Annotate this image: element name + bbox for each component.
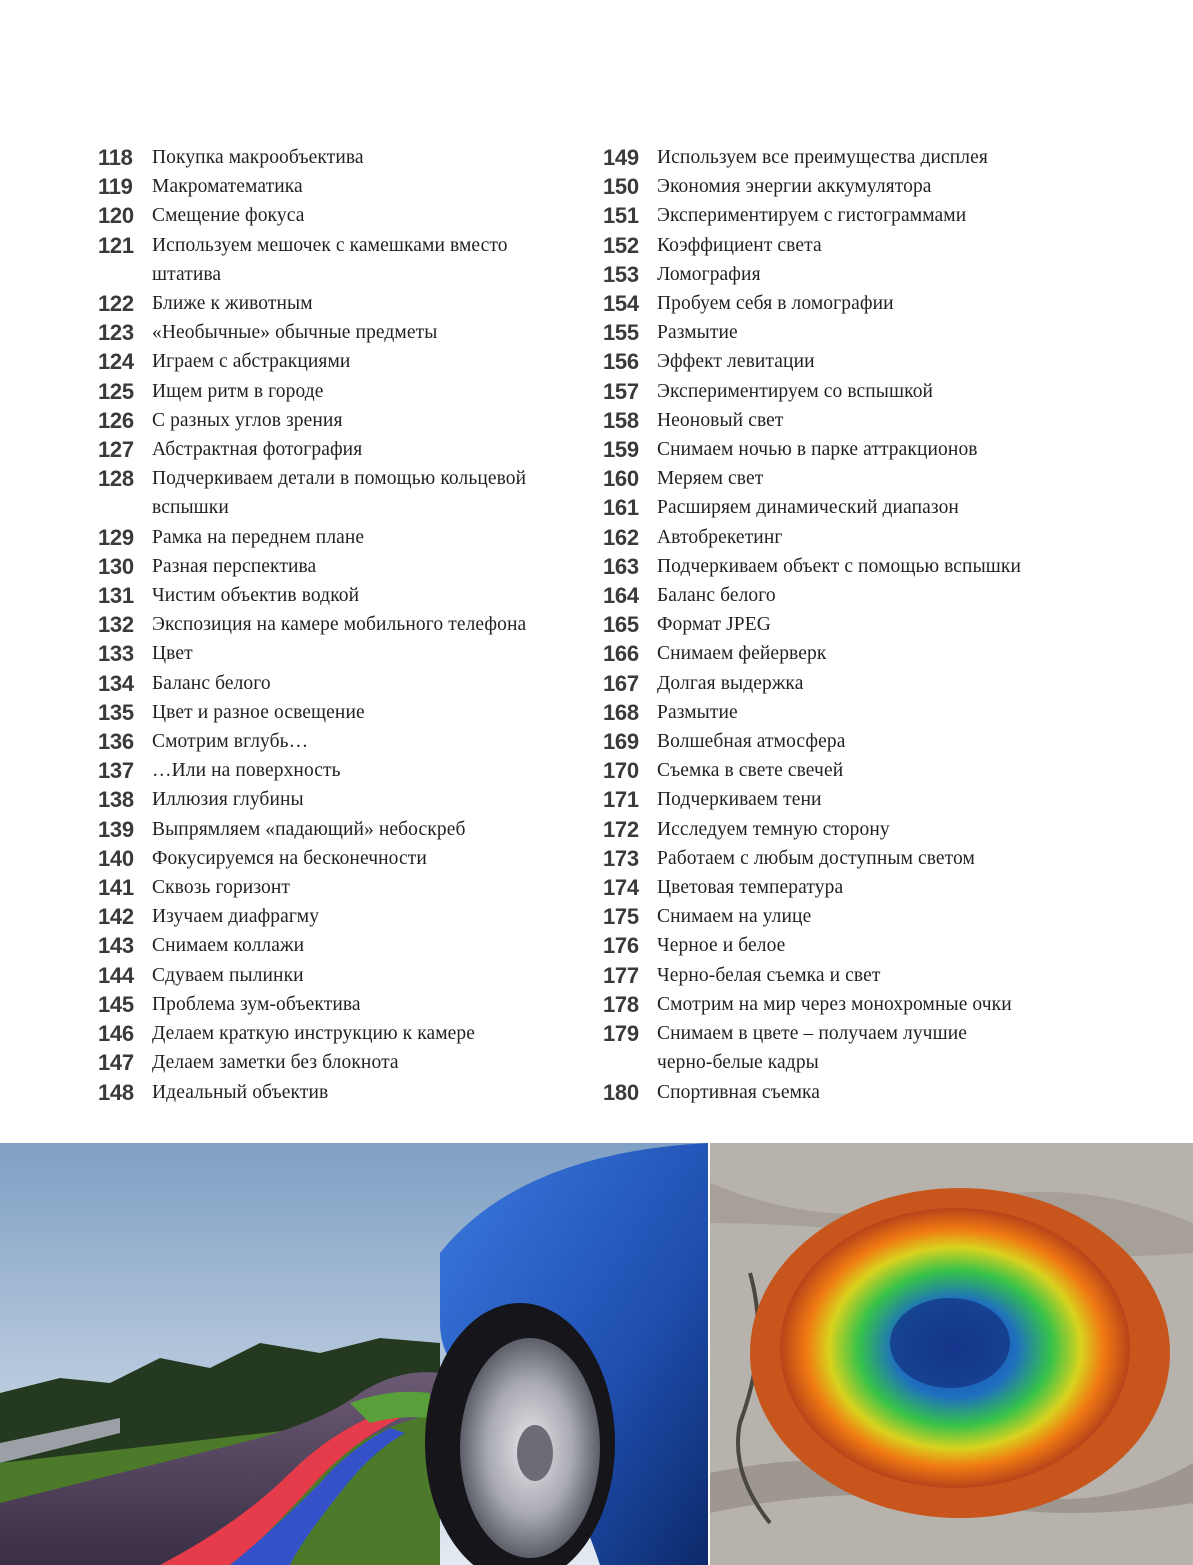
toc-entry[interactable] — [603, 464, 1083, 493]
toc-title: Съемка в свете свечей — [657, 760, 844, 782]
toc-entry[interactable] — [98, 435, 568, 464]
toc-title: Чистим объектив водкой — [152, 585, 360, 607]
toc-title: Выпрямляем «падающий» небоскреб — [152, 818, 466, 840]
toc-entry[interactable] — [603, 1078, 1083, 1107]
toc-page-number: 148 — [98, 1079, 134, 1105]
toc-page-number: 155 — [603, 320, 639, 346]
toc-entry[interactable] — [603, 639, 1083, 668]
toc-title: Сдуваем пылинки — [152, 964, 304, 986]
toc-entry[interactable] — [603, 435, 1083, 464]
toc-page-number: 141 — [98, 875, 134, 901]
toc-entry[interactable] — [98, 172, 568, 201]
toc-entry[interactable] — [98, 347, 568, 376]
toc-page-number: 158 — [603, 407, 639, 433]
toc-title: Экспериментируем со вспышкой — [657, 380, 934, 402]
toc-title: Волшебная атмосфера — [657, 731, 846, 753]
toc-entry[interactable] — [98, 873, 568, 902]
toc-page-number: 174 — [603, 875, 639, 901]
race-track-illustration — [0, 1143, 708, 1565]
toc-page-number: 119 — [98, 174, 133, 200]
toc-page-number: 122 — [98, 291, 134, 317]
toc-entry[interactable] — [98, 1019, 568, 1048]
toc-entry[interactable] — [603, 815, 1083, 844]
toc-page-number: 175 — [603, 904, 639, 930]
toc-entry[interactable] — [98, 552, 568, 581]
toc-title: Смещение фокуса — [152, 205, 305, 227]
toc-title: Черное и белое — [657, 935, 786, 957]
toc-entry[interactable] — [603, 347, 1083, 376]
toc-page-number: 138 — [98, 787, 134, 813]
toc-title: Сквозь горизонт — [152, 877, 291, 899]
toc-title: Пробуем себя в ломографии — [657, 293, 894, 315]
toc-title: Рамка на переднем плане — [152, 526, 365, 548]
toc-page-number: 164 — [603, 583, 639, 609]
toc-entry[interactable] — [98, 377, 568, 406]
toc-title: Исследуем темную сторону — [657, 818, 890, 840]
toc-title: Покупка макрообъектива — [152, 147, 364, 168]
toc-page-number: 142 — [98, 904, 134, 930]
toc-entry[interactable] — [603, 143, 1083, 172]
toc-page-number: 172 — [603, 816, 639, 842]
toc-page-number: 162 — [603, 524, 639, 550]
toc-column-left — [98, 143, 568, 1107]
toc-page-number: 180 — [603, 1079, 639, 1105]
toc-entry[interactable] — [98, 143, 568, 172]
toc-entry[interactable] — [603, 231, 1083, 260]
toc-entry[interactable] — [603, 493, 1083, 522]
toc-entry[interactable] — [603, 756, 1083, 785]
toc-page-number: 146 — [98, 1021, 134, 1047]
toc-page-number: 167 — [603, 670, 639, 696]
toc-page-number: 143 — [98, 933, 134, 959]
toc-entry[interactable] — [98, 318, 568, 347]
toc-title: Макроматематика — [152, 176, 303, 198]
toc-page-number: 134 — [98, 670, 134, 696]
hot-spring-illustration — [710, 1143, 1193, 1565]
toc-entry[interactable] — [98, 464, 568, 522]
toc-title: Подчеркиваем тени — [657, 789, 822, 811]
toc-title: Проблема зум-объектива — [152, 993, 361, 1015]
toc-title: Используем мешочек с камешками вместо штатива — [152, 234, 508, 285]
toc-entry[interactable] — [98, 581, 568, 610]
toc-page-number: 130 — [98, 553, 134, 579]
toc-page-number: 135 — [98, 699, 134, 725]
toc-page-number: 150 — [603, 174, 639, 200]
toc-title: Автобрекетинг — [657, 526, 783, 548]
toc-page-number: 169 — [603, 729, 639, 755]
toc-entry[interactable] — [98, 201, 568, 230]
toc-title: Работаем с любым доступным светом — [657, 847, 975, 869]
toc-page-number: 161 — [603, 495, 639, 521]
toc-page-number: 118 — [98, 145, 133, 170]
toc-title: Смотрим вглубь… — [152, 731, 309, 753]
toc-entry[interactable] — [98, 785, 568, 814]
toc-title: Эффект левитации — [657, 351, 815, 373]
toc-title: Расширяем динамический диапазон — [657, 497, 959, 519]
toc-entry[interactable] — [603, 377, 1083, 406]
toc-page-number: 131 — [98, 583, 134, 609]
toc-title: Баланс белого — [152, 672, 271, 694]
toc-title: Коэффициент света — [657, 234, 822, 256]
toc-entry[interactable] — [603, 844, 1083, 873]
toc-page-number: 154 — [603, 291, 639, 317]
toc-entry[interactable] — [98, 698, 568, 727]
spring-center — [890, 1298, 1010, 1388]
toc-page-number: 153 — [603, 261, 639, 287]
toc-entry[interactable] — [98, 523, 568, 552]
toc-page-number: 156 — [603, 349, 639, 375]
toc-title: Используем все преимущества дисплея — [657, 147, 988, 168]
toc-title: Делаем заметки без блокнота — [152, 1052, 399, 1074]
wheel-hub — [517, 1425, 553, 1481]
toc-entry[interactable] — [98, 815, 568, 844]
toc-title: …Или на поверхность — [152, 760, 341, 782]
toc-title: Размытие — [657, 701, 738, 723]
toc-entry[interactable] — [98, 844, 568, 873]
toc-title: Абстрактная фотография — [152, 439, 363, 461]
toc-title: Подчеркиваем детали в помощью кольцевой вспышки — [152, 468, 527, 519]
toc-entry[interactable] — [98, 406, 568, 435]
toc-entry[interactable] — [98, 1048, 568, 1077]
toc-entry[interactable] — [603, 201, 1083, 230]
toc-entry[interactable] — [603, 1019, 1083, 1077]
toc-entry[interactable] — [603, 172, 1083, 201]
toc-entry[interactable] — [603, 289, 1083, 318]
toc-entry[interactable] — [603, 727, 1083, 756]
toc-page-number: 177 — [603, 962, 639, 988]
toc-title: Долгая выдержка — [657, 672, 804, 694]
toc-title: Играем с абстракциями — [152, 351, 351, 373]
toc-entry[interactable] — [98, 990, 568, 1019]
toc-title: Экономия энергии аккумулятора — [657, 176, 932, 198]
toc-title: Ищем ритм в городе — [152, 380, 324, 402]
toc-entry[interactable] — [603, 318, 1083, 347]
toc-entry[interactable] — [98, 1078, 568, 1107]
toc-title: Фокусируемся на бесконечности — [152, 847, 427, 869]
toc-page-number: 145 — [98, 991, 134, 1017]
hot-spring-photo — [710, 1143, 1193, 1565]
toc-entry[interactable] — [603, 785, 1083, 814]
toc-page-number: 140 — [98, 845, 134, 871]
toc-page-number: 166 — [603, 641, 639, 667]
toc-entry[interactable] — [603, 610, 1083, 639]
toc-title: Ломография — [657, 263, 761, 285]
toc-page-number: 121 — [98, 232, 134, 258]
toc-page-number: 168 — [603, 699, 639, 725]
toc-page-number: 137 — [98, 758, 134, 784]
toc-title: Цвет и разное освещение — [152, 701, 365, 723]
toc-entry[interactable] — [603, 260, 1083, 289]
toc-title: Иллюзия глубины — [152, 789, 304, 811]
toc-page-number: 129 — [98, 524, 134, 550]
toc-title: Формат JPEG — [657, 614, 771, 636]
toc-page-number: 144 — [98, 962, 134, 988]
toc-entry[interactable] — [603, 961, 1083, 990]
toc-page-number: 179 — [603, 1021, 639, 1047]
toc-entry[interactable] — [98, 289, 568, 318]
toc-page-number: 176 — [603, 933, 639, 959]
toc-title: Снимаем коллажи — [152, 935, 305, 957]
toc-entry[interactable] — [603, 669, 1083, 698]
toc-entry[interactable] — [603, 406, 1083, 435]
toc-entry[interactable] — [603, 523, 1083, 552]
toc-title: Неоновый свет — [657, 409, 784, 431]
toc-page-number: 163 — [603, 553, 639, 579]
toc-title: Смотрим на мир через монохромные очки — [657, 993, 1012, 1015]
race-track-photo — [0, 1143, 708, 1565]
toc-entry[interactable] — [98, 610, 568, 639]
toc-page-number: 173 — [603, 845, 639, 871]
toc-page-number: 165 — [603, 612, 639, 638]
toc-entry[interactable] — [98, 639, 568, 668]
toc-entry[interactable] — [98, 931, 568, 960]
toc-page-number: 132 — [98, 612, 134, 638]
toc-page-number: 159 — [603, 437, 639, 463]
toc-title: Снимаем в цвете – получаем лучшие черно-белые кадры — [657, 1023, 967, 1074]
toc-entry[interactable] — [98, 756, 568, 785]
toc-page-number: 152 — [603, 232, 639, 258]
toc-title: Снимаем на улице — [657, 906, 812, 928]
toc-title: «Необычные» обычные предметы — [152, 322, 438, 344]
toc-entry[interactable] — [603, 990, 1083, 1019]
toc-page-number: 171 — [603, 787, 639, 813]
toc-page-number: 157 — [603, 378, 639, 404]
toc-page-number: 133 — [98, 641, 134, 667]
toc-title: Изучаем диафрагму — [152, 906, 320, 928]
toc-page-number: 149 — [603, 145, 639, 170]
toc-title: Делаем краткую инструкцию к камере — [152, 1023, 476, 1045]
toc-page-number: 123 — [98, 320, 134, 346]
toc-page-number: 136 — [98, 729, 134, 755]
toc-entry[interactable] — [603, 902, 1083, 931]
toc-title: Баланс белого — [657, 585, 776, 607]
toc-entry[interactable] — [98, 902, 568, 931]
toc-title: Ближе к животным — [152, 293, 313, 315]
toc-column-right — [603, 143, 1083, 1107]
toc-entry[interactable] — [98, 961, 568, 990]
toc-title: Снимаем фейерверк — [657, 643, 827, 665]
toc-page-number: 124 — [98, 349, 134, 375]
toc-entry[interactable] — [603, 552, 1083, 581]
toc-title: Черно-белая съемка и свет — [657, 964, 881, 986]
toc-page-number: 128 — [98, 466, 134, 492]
toc-page-number: 127 — [98, 437, 134, 463]
toc-title: Разная перспектива — [152, 555, 317, 577]
toc-entry[interactable] — [98, 669, 568, 698]
toc-title: Спортивная съемка — [657, 1081, 821, 1103]
toc-page-number: 178 — [603, 991, 639, 1017]
toc-page-number: 120 — [98, 203, 134, 229]
toc-title: Снимаем ночью в парке аттракционов — [657, 439, 978, 461]
toc-title: Экспозиция на камере мобильного телефона — [152, 614, 527, 636]
toc-page-number: 126 — [98, 407, 134, 433]
toc-entry[interactable] — [603, 581, 1083, 610]
toc-page-number: 170 — [603, 758, 639, 784]
toc-page-number: 151 — [603, 203, 639, 229]
toc-title: Размытие — [657, 322, 738, 344]
toc-title: Меряем свет — [657, 468, 764, 490]
toc-entry[interactable] — [603, 698, 1083, 727]
toc-entry[interactable] — [603, 873, 1083, 902]
toc-page-number: 147 — [98, 1050, 134, 1076]
toc-page-number: 125 — [98, 378, 134, 404]
toc-title: Идеальный объектив — [152, 1081, 329, 1103]
toc-title: С разных углов зрения — [152, 409, 343, 431]
toc-title: Цвет — [152, 643, 193, 665]
toc-entry[interactable] — [98, 727, 568, 756]
toc-entry[interactable] — [98, 231, 568, 289]
toc-title: Подчеркиваем объект с помощью вспышки — [657, 555, 1022, 577]
toc-title: Экспериментируем с гистограммами — [657, 205, 967, 227]
toc-title: Цветовая температура — [657, 877, 844, 899]
toc-entry[interactable] — [603, 931, 1083, 960]
toc-page-number: 160 — [603, 466, 639, 492]
toc-page-number: 139 — [98, 816, 134, 842]
